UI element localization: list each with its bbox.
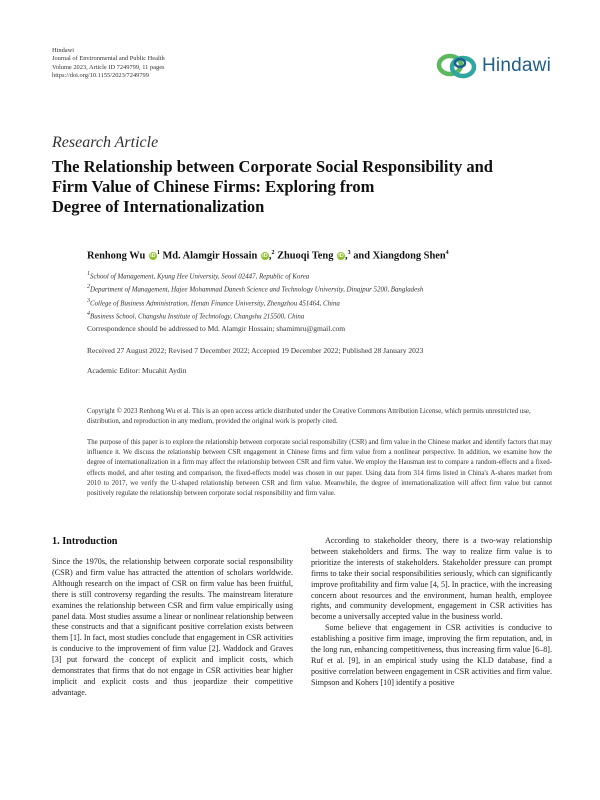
- affiliation-num: 4: [87, 310, 90, 317]
- right-column: [311, 536, 552, 689]
- author-list: Renhong Wu $iD^1$ Md. Alamgir Hossain iD,$^2$ Zhuoqi Teng iD,$^3$ and Xiangdong Shen$^4$: [87, 250, 449, 262]
- section-heading: 1. Introduction: [52, 536, 118, 547]
- journal-header: [52, 47, 165, 81]
- publisher-name: Hindawi: [52, 47, 75, 54]
- orcid-icon[interactable]: iD: [262, 253, 268, 260]
- affiliation-item: [87, 282, 423, 295]
- orcid-icon[interactable]: iD: [338, 253, 344, 260]
- paragraph: According to stakeholder theory, there is a two-way relationship between stakeholders and firms. The way to realize firm value is to prioritize the interests of stakeholders. Stakeholder pressure can prompt firms to take their social responsibilities seriously, which can significantly improve profitability and firm value [4, 5]. In practice, with the increasing concern about resources and the environment, human health, employee rights, and community development, engagement in CSR activities has become a universally accepted value in the business world.: [311, 536, 552, 622]
- publication-dates: Received 27 August 2022; Revised 7 December 2022; Accepted 19 December 2022; Published 28 January 2023: [87, 346, 424, 355]
- author-sup: 1: [156, 250, 160, 256]
- affiliation-item: [87, 296, 423, 309]
- doi-link[interactable]: https://doi.org/10.1155/2023/7249799: [52, 72, 149, 80]
- affiliation-text: College of Business Administration, Henan Finance University, Zhengzhou 451464, China: [90, 299, 340, 307]
- volume-info: Volume 2023, Article ID 7249799, 11 pages: [52, 63, 165, 71]
- copyright-notice: Copyright © 2023 Renhong Wu et al. This is an open access article distributed under the Creative Commons Attribution License, which permits unrestricted use, distribution, and reproduction in any medium, provided the original work is properly cited.: [87, 408, 531, 425]
- journal-name: Journal of Environmental and Public Health: [52, 55, 165, 63]
- title-line: Degree of Internationalization: [52, 197, 265, 216]
- paragraph: Since the 1970s, the relationship between corporate social responsibility (CSR) and firm value has attracted the attention of scholars worldwide. Although research on the impact of CSR on firm value has been fruitful, there is still controversy regarding the results. The mainstream literature examines the relationship between CSR and firm value empirically using panel data. Most studies assume a linear or nonlinear relationship between these constructs and that a significant positive correlation exists between them [1]. In fact, most studies conclude that engagement in CSR activities is conducive to the improvement of firm value [2]. Waddock and Graves [3] put forward the concept of explicit and implicit costs, which demonstrates that firms that do not engage in CSR activities bear higher implicit and explicit costs and thus jeopardize their competitive advantage.: [52, 557, 293, 697]
- affiliation-num: 1: [87, 271, 90, 277]
- article-type: Research Article: [52, 134, 159, 151]
- title-line: Firm Value of Chinese Firms: Exploring from: [52, 177, 375, 196]
- affiliation-list: [87, 269, 423, 322]
- author-sup: 2: [271, 250, 275, 256]
- affiliation-item: [87, 309, 423, 322]
- orcid-icon[interactable]: iD: [150, 253, 156, 260]
- affiliation-num: 2: [87, 284, 90, 291]
- hindawi-logo[interactable]: [436, 47, 556, 87]
- author-sup: 4: [445, 250, 449, 256]
- abstract: The purpose of this paper is to explore the relationship between corporate social responsibility (CSR) and firm value in the Chinese market and identify factors that may influence it. We discuss the relationship between CSR engagement in Chinese firms and firm value from a nonlinear perspective. In addition, we examine how the degree of internationalization in a firm may affect the relationship between CSR and firm value. We employ the Hausman test to compare a random-effects and a fixed-effects model, and after testing and comparison, the fixed-effects model was chosen in our paper. Using data from 314 firms listed in China's A-shares market from 2010 to 2017, we verify the U-shaped relationship between CSR and firm value. Meanwhile, the degree of internationalization will affect firm value but cannot positively regulate the relationship between corporate social responsibility and firm value.: [87, 439, 552, 498]
- author-sup: 3: [347, 250, 351, 256]
- correspondence: Correspondence should be addressed to Md. Alamgir Hossain; shamimru@gmail.com: [87, 324, 346, 333]
- affiliation-item: [87, 269, 423, 282]
- author-name[interactable]: and Xiangdong Shen: [353, 250, 446, 262]
- title-line: The Relationship between Corporate Social Responsibility and: [52, 157, 493, 176]
- affiliation-num: 3: [87, 297, 90, 304]
- hindawi-logo-icon: [436, 49, 480, 85]
- affiliation-text: Department of Management, Hajee Mohammad Danesh Science and Technology University, Dinajpur 5200, Bangladesh: [90, 286, 424, 294]
- academic-editor: Academic Editor: Mucahit Aydin: [87, 366, 187, 375]
- author-name[interactable]: Zhuoqi Teng: [277, 250, 334, 262]
- hindawi-logo-text: Hindawi: [482, 55, 551, 76]
- paragraph: Some believe that engagement in CSR activities is conducive to establishing a positive firm image, improving the firm reputation, and, in the long run, enhancing competitiveness, thus increasing firm value [6–8]. Ruf et al. [9], in an empirical study using the KLD database, find a positive correlation between engagement in CSR activities and firm value. Simpson and Kohers [10] identify a positive: [311, 623, 552, 687]
- left-column: [52, 536, 293, 699]
- author-name[interactable]: Md. Alamgir Hossain: [162, 250, 258, 262]
- affiliation-text: Business School, Changshu Institute of Technology, Changshu 215500, China: [90, 313, 305, 321]
- author-name[interactable]: Renhong Wu: [87, 250, 146, 262]
- affiliation-text: School of Management, Kyung Hee University, Seoul 02447, Republic of Korea: [90, 273, 310, 281]
- article-title: [52, 157, 552, 217]
